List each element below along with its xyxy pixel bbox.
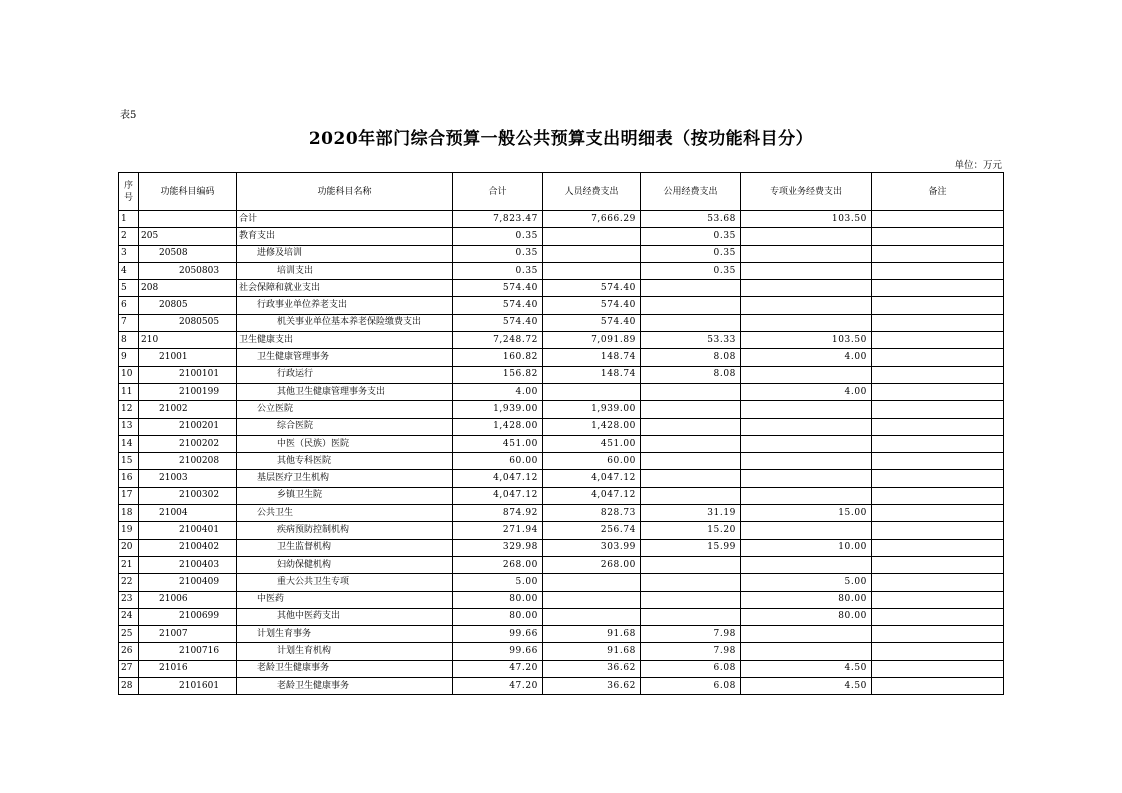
cell-special: 4.00: [741, 349, 872, 366]
cell-special: [741, 228, 872, 245]
cell-remark: [872, 418, 1004, 435]
cell-special: [741, 522, 872, 539]
cell-name: 基层医疗卫生机构: [237, 470, 453, 487]
cell-name: 妇幼保健机构: [237, 556, 453, 573]
cell-special: 15.00: [741, 505, 872, 522]
cell-remark: [872, 487, 1004, 504]
cell-personnel: 1,428.00: [543, 418, 641, 435]
cell-name: 教育支出: [237, 228, 453, 245]
table-row: [119, 228, 1004, 245]
table-row: [119, 383, 1004, 400]
cell-personnel: [543, 228, 641, 245]
cell-code: [139, 211, 237, 228]
cell-code: 20805: [139, 297, 237, 314]
table-body: [119, 211, 1004, 695]
cell-name: 中医药: [237, 591, 453, 608]
cell-code: 2050803: [139, 262, 237, 279]
cell-name: 培训支出: [237, 262, 453, 279]
header-name: 功能科目名称: [237, 173, 453, 211]
table-row: [119, 643, 1004, 660]
cell-seq: 2: [119, 228, 139, 245]
cell-public: [641, 453, 741, 470]
cell-remark: [872, 626, 1004, 643]
cell-personnel: 1,939.00: [543, 401, 641, 418]
cell-special: [741, 314, 872, 331]
cell-name: 老龄卫生健康事务: [237, 678, 453, 695]
cell-public: 6.08: [641, 678, 741, 695]
table-row: [119, 297, 1004, 314]
cell-remark: [872, 556, 1004, 573]
cell-name: 机关事业单位基本养老保险缴费支出: [237, 314, 453, 331]
cell-special: [741, 643, 872, 660]
cell-remark: [872, 539, 1004, 556]
cell-special: 4.50: [741, 678, 872, 695]
cell-remark: [872, 678, 1004, 695]
cell-name: 公共卫生: [237, 505, 453, 522]
cell-code: 208: [139, 280, 237, 297]
cell-public: 7.98: [641, 643, 741, 660]
cell-special: 4.00: [741, 383, 872, 400]
table-row: [119, 470, 1004, 487]
header-public: 公用经费支出: [641, 173, 741, 211]
cell-code: 20508: [139, 245, 237, 262]
cell-special: [741, 245, 872, 262]
cell-name: 综合医院: [237, 418, 453, 435]
header-code: 功能科目编码: [139, 173, 237, 211]
cell-public: 53.68: [641, 211, 741, 228]
cell-personnel: 574.40: [543, 314, 641, 331]
cell-special: [741, 556, 872, 573]
table-row: [119, 505, 1004, 522]
cell-seq: 24: [119, 608, 139, 625]
cell-name: 乡镇卫生院: [237, 487, 453, 504]
cell-code: 2100409: [139, 574, 237, 591]
cell-seq: 25: [119, 626, 139, 643]
cell-public: 0.35: [641, 228, 741, 245]
cell-remark: [872, 245, 1004, 262]
cell-name: 公立医院: [237, 401, 453, 418]
cell-name: 中医（民族）医院: [237, 435, 453, 452]
cell-total: 47.20: [453, 678, 543, 695]
table-row: [119, 591, 1004, 608]
cell-public: 53.33: [641, 332, 741, 349]
cell-personnel: 36.62: [543, 678, 641, 695]
budget-table: [118, 172, 1004, 695]
cell-special: [741, 626, 872, 643]
cell-seq: 23: [119, 591, 139, 608]
cell-personnel: 148.74: [543, 349, 641, 366]
cell-special: 80.00: [741, 608, 872, 625]
cell-personnel: 36.62: [543, 660, 641, 677]
cell-public: [641, 383, 741, 400]
cell-remark: [872, 643, 1004, 660]
cell-remark: [872, 262, 1004, 279]
cell-personnel: 91.68: [543, 643, 641, 660]
cell-remark: [872, 435, 1004, 452]
cell-remark: [872, 401, 1004, 418]
cell-total: 4.00: [453, 383, 543, 400]
cell-public: [641, 401, 741, 418]
table-row: [119, 626, 1004, 643]
cell-personnel: [543, 608, 641, 625]
unit-label: 单位：万元: [954, 160, 1002, 171]
cell-personnel: [543, 383, 641, 400]
cell-remark: [872, 470, 1004, 487]
table-row: [119, 401, 1004, 418]
header-special: 专项业务经费支出: [741, 173, 872, 211]
cell-special: [741, 401, 872, 418]
cell-remark: [872, 280, 1004, 297]
table-row: [119, 366, 1004, 383]
cell-total: 0.35: [453, 228, 543, 245]
cell-code: 2100716: [139, 643, 237, 660]
cell-remark: [872, 228, 1004, 245]
cell-seq: 14: [119, 435, 139, 452]
cell-personnel: 7,666.29: [543, 211, 641, 228]
cell-remark: [872, 574, 1004, 591]
cell-total: 451.00: [453, 435, 543, 452]
cell-special: 103.50: [741, 332, 872, 349]
cell-total: 156.82: [453, 366, 543, 383]
cell-name: 计划生育事务: [237, 626, 453, 643]
cell-special: 80.00: [741, 591, 872, 608]
cell-code: 21004: [139, 505, 237, 522]
table-row: [119, 211, 1004, 228]
cell-special: [741, 453, 872, 470]
cell-personnel: [543, 245, 641, 262]
cell-seq: 11: [119, 383, 139, 400]
header-personnel: 人员经费支出: [543, 173, 641, 211]
cell-name: 卫生监督机构: [237, 539, 453, 556]
table-row: [119, 678, 1004, 695]
cell-total: 0.35: [453, 245, 543, 262]
cell-name: 合计: [237, 211, 453, 228]
table-row: [119, 574, 1004, 591]
cell-total: 99.66: [453, 626, 543, 643]
table-row: [119, 453, 1004, 470]
cell-public: [641, 314, 741, 331]
cell-seq: 26: [119, 643, 139, 660]
cell-seq: 4: [119, 262, 139, 279]
cell-remark: [872, 211, 1004, 228]
cell-total: 5.00: [453, 574, 543, 591]
cell-name: 行政运行: [237, 366, 453, 383]
cell-seq: 5: [119, 280, 139, 297]
table-header-row: [119, 173, 1004, 211]
cell-code: 2101601: [139, 678, 237, 695]
cell-remark: [872, 366, 1004, 383]
cell-code: 21007: [139, 626, 237, 643]
cell-total: 574.40: [453, 297, 543, 314]
cell-seq: 19: [119, 522, 139, 539]
table-row: [119, 608, 1004, 625]
cell-public: [641, 591, 741, 608]
cell-seq: 10: [119, 366, 139, 383]
cell-seq: 16: [119, 470, 139, 487]
cell-total: 99.66: [453, 643, 543, 660]
cell-personnel: 451.00: [543, 435, 641, 452]
cell-code: 2100699: [139, 608, 237, 625]
table-row: [119, 522, 1004, 539]
cell-special: 103.50: [741, 211, 872, 228]
cell-total: 271.94: [453, 522, 543, 539]
cell-public: [641, 574, 741, 591]
table-row: [119, 539, 1004, 556]
cell-name: 老龄卫生健康事务: [237, 660, 453, 677]
cell-personnel: 4,047.12: [543, 470, 641, 487]
cell-personnel: 4,047.12: [543, 487, 641, 504]
cell-special: [741, 418, 872, 435]
cell-total: 7,248.72: [453, 332, 543, 349]
cell-name: 进修及培训: [237, 245, 453, 262]
cell-code: 2100402: [139, 539, 237, 556]
cell-total: 1,428.00: [453, 418, 543, 435]
cell-code: 2100403: [139, 556, 237, 573]
cell-personnel: [543, 591, 641, 608]
cell-remark: [872, 349, 1004, 366]
cell-name: 行政事业单位养老支出: [237, 297, 453, 314]
cell-code: 2100101: [139, 366, 237, 383]
cell-seq: 3: [119, 245, 139, 262]
cell-special: [741, 366, 872, 383]
header-remark: 备注: [872, 173, 1004, 211]
cell-public: 15.99: [641, 539, 741, 556]
cell-public: 7.98: [641, 626, 741, 643]
cell-code: 21002: [139, 401, 237, 418]
cell-name: 疾病预防控制机构: [237, 522, 453, 539]
cell-total: 1,939.00: [453, 401, 543, 418]
cell-special: [741, 435, 872, 452]
cell-total: 574.40: [453, 280, 543, 297]
cell-remark: [872, 660, 1004, 677]
cell-public: 31.19: [641, 505, 741, 522]
cell-public: [641, 556, 741, 573]
cell-remark: [872, 314, 1004, 331]
cell-special: 10.00: [741, 539, 872, 556]
cell-code: 2100302: [139, 487, 237, 504]
cell-name: 计划生育机构: [237, 643, 453, 660]
cell-total: 80.00: [453, 608, 543, 625]
cell-remark: [872, 332, 1004, 349]
cell-seq: 20: [119, 539, 139, 556]
cell-special: [741, 470, 872, 487]
cell-total: 268.00: [453, 556, 543, 573]
cell-code: 2080505: [139, 314, 237, 331]
cell-personnel: 256.74: [543, 522, 641, 539]
cell-total: 60.00: [453, 453, 543, 470]
cell-public: [641, 608, 741, 625]
cell-total: 80.00: [453, 591, 543, 608]
cell-public: 6.08: [641, 660, 741, 677]
cell-total: 160.82: [453, 349, 543, 366]
table-row: [119, 262, 1004, 279]
cell-total: 4,047.12: [453, 470, 543, 487]
cell-seq: 15: [119, 453, 139, 470]
cell-total: 7,823.47: [453, 211, 543, 228]
cell-seq: 7: [119, 314, 139, 331]
table-row: [119, 556, 1004, 573]
cell-public: 15.20: [641, 522, 741, 539]
cell-total: 574.40: [453, 314, 543, 331]
page-title: 2020年部门综合预算一般公共预算支出明细表（按功能科目分）: [308, 129, 814, 149]
cell-public: 0.35: [641, 245, 741, 262]
cell-name: 卫生健康管理事务: [237, 349, 453, 366]
cell-special: [741, 297, 872, 314]
cell-seq: 21: [119, 556, 139, 573]
cell-remark: [872, 297, 1004, 314]
cell-special: 5.00: [741, 574, 872, 591]
cell-remark: [872, 505, 1004, 522]
cell-name: 其他中医药支出: [237, 608, 453, 625]
cell-personnel: 268.00: [543, 556, 641, 573]
cell-personnel: [543, 574, 641, 591]
cell-name: 其他卫生健康管理事务支出: [237, 383, 453, 400]
cell-code: 205: [139, 228, 237, 245]
cell-personnel: 574.40: [543, 280, 641, 297]
cell-remark: [872, 591, 1004, 608]
cell-name: 卫生健康支出: [237, 332, 453, 349]
header-seq: 序号: [119, 173, 139, 211]
cell-personnel: 828.73: [543, 505, 641, 522]
cell-personnel: [543, 262, 641, 279]
cell-code: 21003: [139, 470, 237, 487]
cell-code: 2100208: [139, 453, 237, 470]
cell-name: 社会保障和就业支出: [237, 280, 453, 297]
table-row: [119, 349, 1004, 366]
table-row: [119, 418, 1004, 435]
cell-special: [741, 262, 872, 279]
cell-seq: 28: [119, 678, 139, 695]
cell-seq: 17: [119, 487, 139, 504]
cell-seq: 6: [119, 297, 139, 314]
cell-personnel: 574.40: [543, 297, 641, 314]
cell-public: 0.35: [641, 262, 741, 279]
cell-code: 21016: [139, 660, 237, 677]
cell-special: [741, 280, 872, 297]
cell-seq: 8: [119, 332, 139, 349]
table-row: [119, 245, 1004, 262]
cell-seq: 18: [119, 505, 139, 522]
cell-public: [641, 297, 741, 314]
cell-name: 其他专科医院: [237, 453, 453, 470]
cell-total: 874.92: [453, 505, 543, 522]
cell-seq: 22: [119, 574, 139, 591]
cell-code: 2100401: [139, 522, 237, 539]
cell-code: 210: [139, 332, 237, 349]
cell-remark: [872, 608, 1004, 625]
cell-seq: 27: [119, 660, 139, 677]
header-total: 合计: [453, 173, 543, 211]
cell-seq: 1: [119, 211, 139, 228]
cell-personnel: 7,091.89: [543, 332, 641, 349]
cell-name: 重大公共卫生专项: [237, 574, 453, 591]
cell-seq: 9: [119, 349, 139, 366]
cell-public: 8.08: [641, 349, 741, 366]
cell-code: 21006: [139, 591, 237, 608]
table-row: [119, 314, 1004, 331]
cell-personnel: 303.99: [543, 539, 641, 556]
cell-public: [641, 418, 741, 435]
cell-code: 2100202: [139, 435, 237, 452]
cell-personnel: 148.74: [543, 366, 641, 383]
cell-personnel: 91.68: [543, 626, 641, 643]
table-row: [119, 280, 1004, 297]
table-row: [119, 487, 1004, 504]
cell-seq: 12: [119, 401, 139, 418]
table-row: [119, 435, 1004, 452]
cell-code: 2100201: [139, 418, 237, 435]
cell-public: [641, 435, 741, 452]
table-label: 表5: [120, 110, 137, 121]
cell-special: 4.50: [741, 660, 872, 677]
cell-total: 47.20: [453, 660, 543, 677]
cell-personnel: 60.00: [543, 453, 641, 470]
cell-total: 4,047.12: [453, 487, 543, 504]
cell-public: [641, 470, 741, 487]
cell-code: 21001: [139, 349, 237, 366]
cell-public: [641, 487, 741, 504]
cell-seq: 13: [119, 418, 139, 435]
cell-remark: [872, 383, 1004, 400]
cell-total: 329.98: [453, 539, 543, 556]
cell-remark: [872, 522, 1004, 539]
cell-remark: [872, 453, 1004, 470]
table-row: [119, 660, 1004, 677]
cell-public: [641, 280, 741, 297]
table-row: [119, 332, 1004, 349]
cell-special: [741, 487, 872, 504]
cell-total: 0.35: [453, 262, 543, 279]
cell-code: 2100199: [139, 383, 237, 400]
cell-public: 8.08: [641, 366, 741, 383]
